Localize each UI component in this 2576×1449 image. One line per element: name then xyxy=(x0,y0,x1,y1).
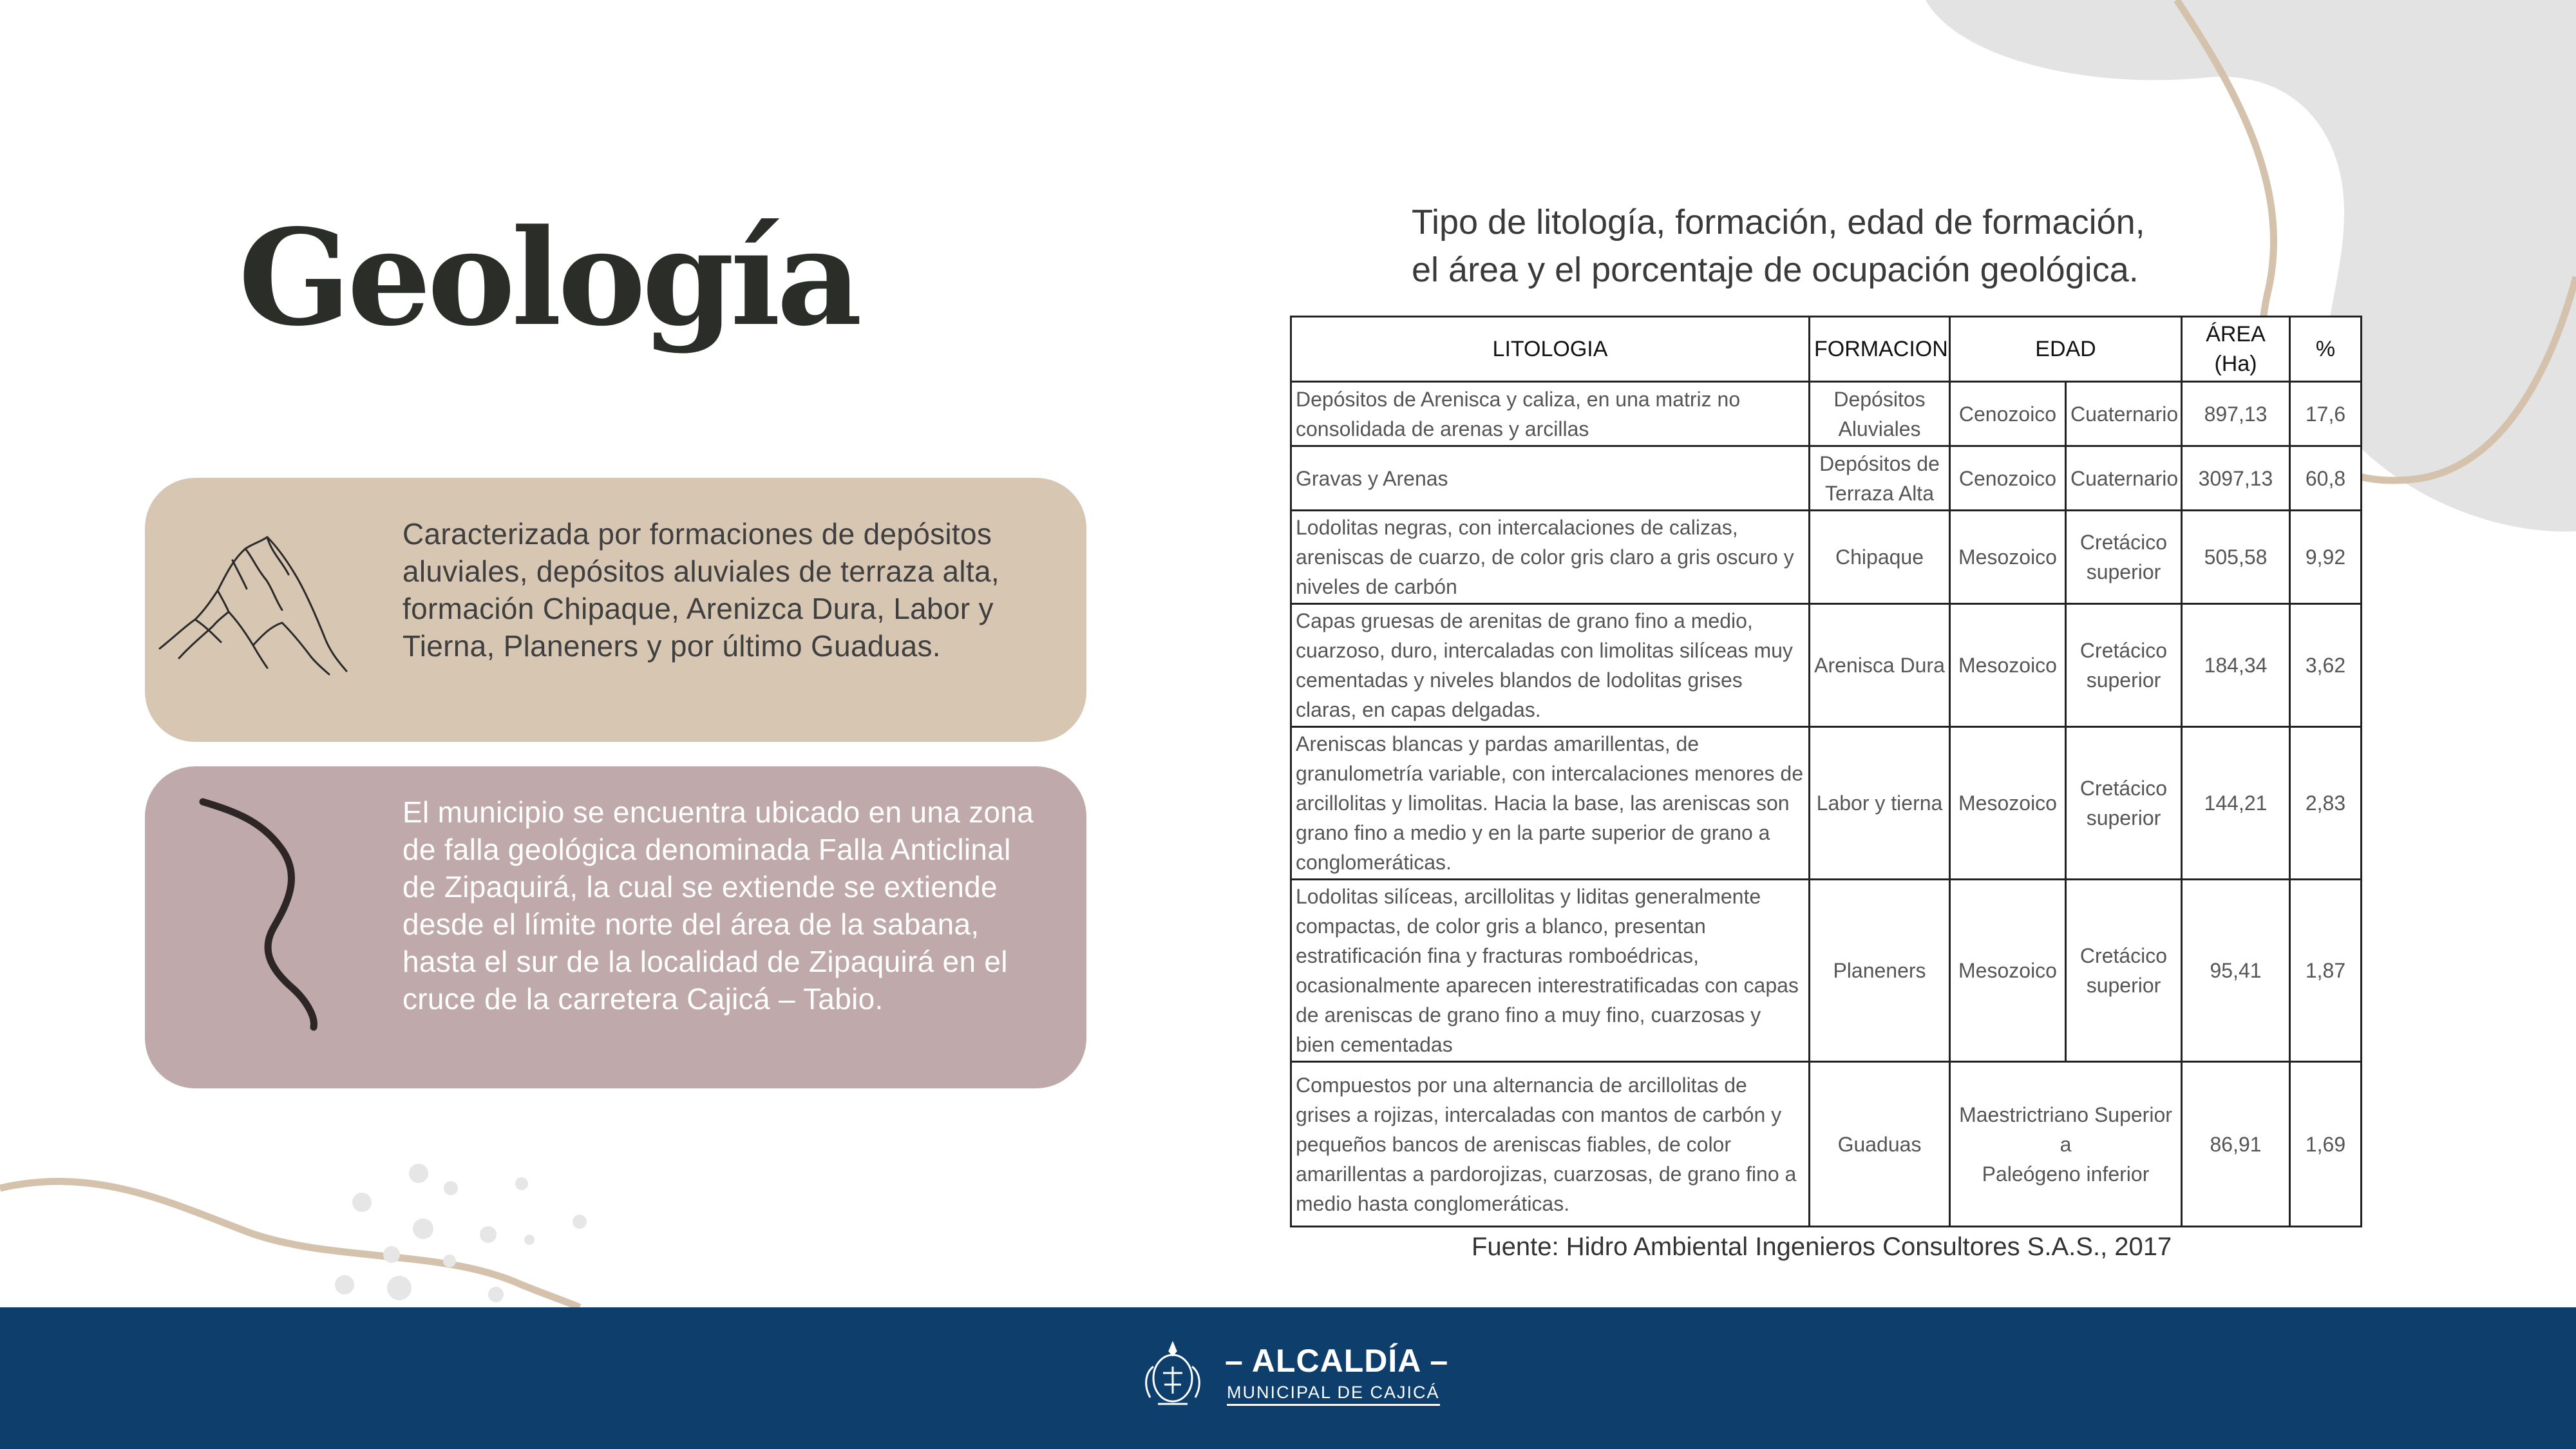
cell-formacion: Chipaque xyxy=(1810,511,1950,604)
header-formacion: FORMACION xyxy=(1810,317,1950,382)
cell-periodo: Cretácico superior xyxy=(2066,604,2182,727)
cell-periodo: Cuaternario xyxy=(2066,446,2182,511)
table-row xyxy=(1291,511,2362,604)
header-pct: % xyxy=(2290,317,2362,382)
cell-pct: 1,87 xyxy=(2290,880,2362,1062)
cell-area: 86,91 xyxy=(2182,1062,2290,1227)
cell-pct: 3,62 xyxy=(2290,604,2362,727)
cell-pct: 17,6 xyxy=(2290,382,2362,446)
table-caption-line2: el área y el porcentaje de ocupación geológica. xyxy=(1412,251,2139,289)
fault-zone-text: El municipio se encuentra ubicado en una zona de falla geológica denominada Falla Anticlinal de Zipaquirá, la cual se extiende se extiende desde el límite norte del área de la sabana, hasta el sur de la localidad de Zipaquirá en el cruce de la carretera Cajicá – Tabio. xyxy=(402,795,1034,1016)
cell-periodo: Cretácico superior xyxy=(2066,727,2182,880)
cell-litologia: Capas gruesas de arenitas de grano fino a medio, cuarzoso, duro, intercaladas con limolitas silíceas muy cementadas y niveles blandos de lodolitas grises claras, en capas delgadas. xyxy=(1291,604,1810,727)
table-row xyxy=(1291,880,2362,1062)
cell-periodo: Cretácico superior xyxy=(2066,880,2182,1062)
cell-pct: 2,83 xyxy=(2290,727,2362,880)
cell-era: Mesozoico xyxy=(1950,880,2066,1062)
cell-litologia: Areniscas blancas y pardas amarillentas, de granulometría variable, con intercalaciones menores de arcillolitas y limolitas. Hacia la base, las areniscas son grano fino a medio y en la parte superior de grano a conglomeráticas. xyxy=(1291,727,1810,880)
cell-periodo: Cuaternario xyxy=(2066,382,2182,446)
header-edad: EDAD xyxy=(1950,317,2182,382)
cell-formacion: Labor y tierna xyxy=(1810,727,1950,880)
table-caption-line1: Tipo de litología, formación, edad de formación, xyxy=(1412,203,2145,242)
cell-pct: 60,8 xyxy=(2290,446,2362,511)
cell-era: Cenozoico xyxy=(1950,446,2066,511)
cell-area: 95,41 xyxy=(2182,880,2290,1062)
table-row xyxy=(1291,382,2362,446)
cell-era: Mesozoico xyxy=(1950,727,2066,880)
cell-litologia: Depósitos de Arenisca y caliza, en una matriz no consolidada de arenas y arcillas xyxy=(1291,382,1810,446)
cell-area: 897,13 xyxy=(2182,382,2290,446)
mountain-icon xyxy=(156,529,350,677)
cell-formacion: Guaduas xyxy=(1810,1062,1950,1227)
fault-zone-card xyxy=(145,766,1086,1088)
page-title: Geología xyxy=(238,201,858,355)
table-caption xyxy=(1412,198,2145,294)
cell-era: Mesozoico xyxy=(1950,511,2066,604)
cell-litologia: Gravas y Arenas xyxy=(1291,446,1810,511)
municipal-crest-icon xyxy=(1139,1341,1207,1412)
cell-litologia: Compuestos por una alternancia de arcillolitas de grises a rojizas, intercaladas con mantos de carbón y pequeños bancos de areniscas fiables, de color amarillentas a pardorojizas, cuarzosas, de grano fino a medio hasta conglomeráticas. xyxy=(1291,1062,1810,1227)
table-row xyxy=(1291,446,2362,511)
table-row xyxy=(1291,727,2362,880)
cell-periodo: Cretácico superior xyxy=(2066,511,2182,604)
table-source: Fuente: Hidro Ambiental Ingenieros Consultores S.A.S., 2017 xyxy=(1472,1233,2172,1261)
cell-litologia: Lodolitas negras, con intercalaciones de calizas, areniscas de cuarzo, de color gris claro a gris oscuro y niveles de carbón xyxy=(1291,511,1810,604)
brand-alcaldia: – ALCALDÍA – xyxy=(1225,1343,1449,1379)
header-area: ÁREA (Ha) xyxy=(2182,317,2290,382)
header-litologia: LITOLOGIA xyxy=(1291,317,1810,382)
cell-area: 505,58 xyxy=(2182,511,2290,604)
cell-edad xyxy=(1950,1062,2182,1227)
cell-era: Cenozoico xyxy=(1950,382,2066,446)
table-header-row xyxy=(1291,317,2362,382)
cell-formacion: Planeners xyxy=(1810,880,1950,1062)
cell-area: 144,21 xyxy=(2182,727,2290,880)
dot-cluster xyxy=(335,1164,587,1302)
cell-pct: 9,92 xyxy=(2290,511,2362,604)
cell-edad-line3: Paleógeno inferior xyxy=(1982,1162,2150,1186)
geology-summary-text: Caracterizada por formaciones de depósitos aluviales, depósitos aluviales de terraza alta, formación Chipaque, Arenizca Dura, Labor y Tierna, Planeners y por último Guaduas. xyxy=(402,517,999,663)
fault-line-icon xyxy=(190,795,332,1034)
cell-edad-line2: a xyxy=(2060,1132,2072,1156)
table-row xyxy=(1291,604,2362,727)
cell-formacion: Depósitos Aluviales xyxy=(1810,382,1950,446)
cell-formacion: Arenisca Dura xyxy=(1810,604,1950,727)
table-row xyxy=(1291,1062,2362,1227)
cell-area: 3097,13 xyxy=(2182,446,2290,511)
cell-area: 184,34 xyxy=(2182,604,2290,727)
brand-municipal: MUNICIPAL DE CAJICÁ xyxy=(1227,1382,1440,1406)
footer-bar xyxy=(0,1307,2576,1449)
cell-era: Mesozoico xyxy=(1950,604,2066,727)
cell-formacion: Depósitos de Terraza Alta xyxy=(1810,446,1950,511)
geology-table xyxy=(1290,316,2362,1227)
cell-pct: 1,69 xyxy=(2290,1062,2362,1227)
cell-edad-line1: Maestrictriano Superior xyxy=(1959,1103,2172,1126)
cell-litologia: Lodolitas silíceas, arcillolitas y liditas generalmente compactas, de color gris a blanco, presentan estratificación fina y fracturas romboédricas, ocasionalmente aparecen interestratificadas con capas de areniscas de grano fino a muy fino, cuarzosas y bien cementadas xyxy=(1291,880,1810,1062)
geology-summary-card xyxy=(145,478,1086,742)
